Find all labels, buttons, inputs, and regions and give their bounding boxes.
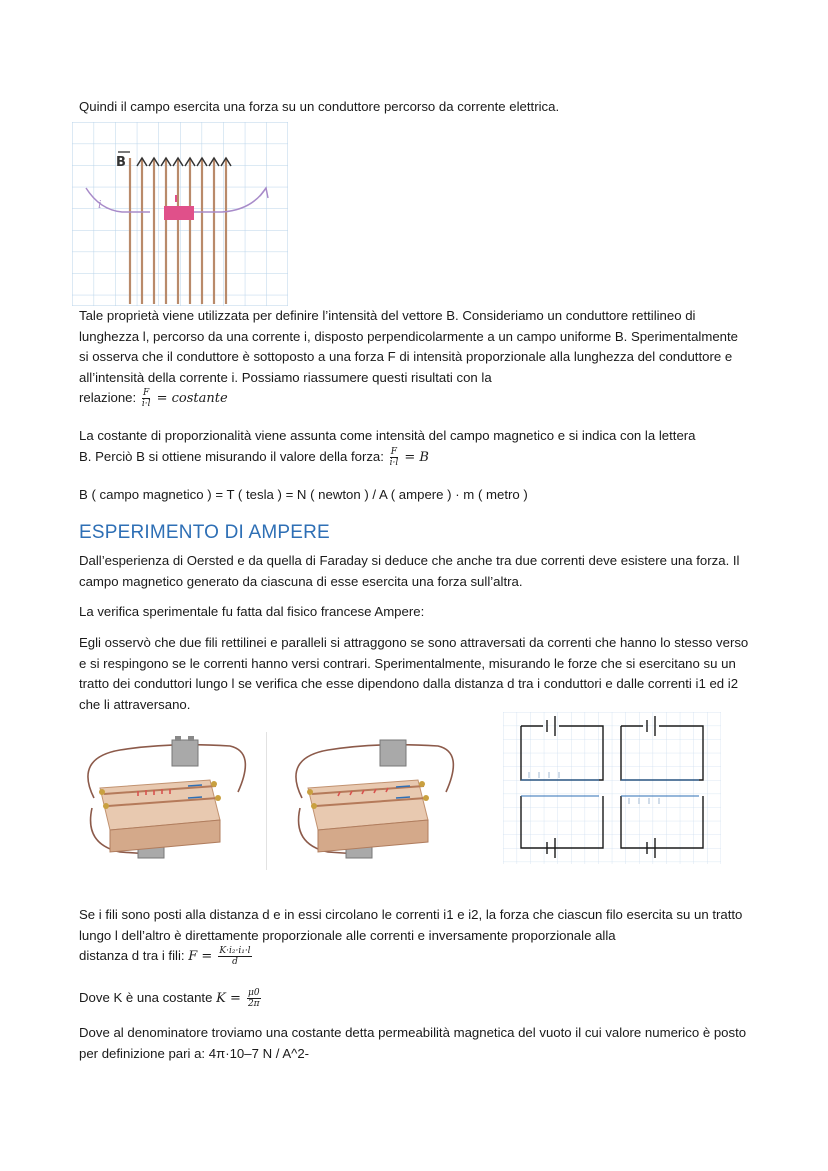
formula3-num: K·i₂·i₁·l (219, 946, 251, 956)
paragraph-definition-text: Tale proprietà viene utilizzata per definire l’intensità del vettore B. Consideriamo un conduttore rettilineo di lunghezza l, percorso da una corrente i, disposto perpendicolarmente a un campo uniforme B. Sperimentalmente si osserva che il conduttore è sottoposto a una forza F di intensità proporzionale alla lunghezza del conduttore e all’intensità della corrente i. Possiamo riassumere questi risultati con la (79, 308, 739, 385)
formula4-num: μ0 (248, 988, 260, 998)
paragraph-oersted: Dall’esperienza di Oersted e da quella di Faraday si deduce che anche tra due correnti deve esistere una forza. Il campo magnetico generato da ciascuna di esse esercita una forza sull’altra. (79, 553, 740, 589)
formula2-den: i·l (389, 457, 399, 468)
b-label: B (116, 155, 126, 170)
formula2-num: F (390, 446, 398, 457)
formula-b (388, 446, 429, 468)
formula-k (216, 988, 262, 1009)
formula1-num: F (143, 388, 150, 398)
formula1-rhs: = costante (156, 391, 228, 406)
paragraph-force-law (79, 905, 751, 968)
paragraph-verification: La verifica sperimentale fu fatta dal fisico francese Ampere: (79, 604, 425, 619)
formula-force (188, 946, 253, 967)
paragraph-proportionality (79, 426, 751, 468)
formula-constant (140, 388, 228, 409)
formula3-den: d (232, 957, 238, 967)
field-conductor-figure (72, 122, 288, 306)
formula4-lhs: K = (216, 991, 241, 1006)
relation-label: relazione: (79, 390, 137, 405)
constant-text: Dove K è una costante (79, 990, 213, 1005)
formula3-lhs: F = (188, 949, 213, 964)
apparatus-repel-figure (288, 736, 460, 868)
paragraph-permeability: Dove al denominatore troviamo una costante detta permeabilità magnetica del vuoto il cui valore numerico è posto per definizione pari a: 4π·10–7 N / A^2- (79, 1025, 747, 1061)
paragraph-proportionality-text: La costante di proporzionalità viene assunta come intensità del campo magnetico e si indica con la lettera (79, 428, 696, 443)
figure-divider (266, 732, 267, 870)
conductor-segment (164, 206, 194, 220)
distance-text: distanza d tra i fili: (79, 948, 185, 963)
paragraph-constant (79, 988, 751, 1010)
units-text: B ( campo magnetico ) = T ( tesla ) = N ( newton ) / A ( ampere ) · m ( metro ) (79, 487, 528, 502)
paragraph-definition (79, 306, 751, 410)
section-heading: ESPERIMENTO DI AMPERE (79, 522, 330, 543)
paragraph-observation: Egli osservò che due fili rettilinei e paralleli si attraggono se sono attraversati da correnti che hanno lo stesso verso e si respingono se le correnti hanno versi contrari. Sperimentalmente, misurando le forze che si esercitano su un tratto dei conduttori lungo l se verifica che esse dipendono dalla distanza d tra i conduttori e dalle correnti i1 ed i2 che li attraversano. (79, 635, 749, 712)
circuits-grid-figure (503, 712, 721, 864)
paragraph-force-law-text: Se i fili sono posti alla distanza d e in essi circolano le correnti i1 e i2, la forza che ciascun filo esercita su un tratto lungo l dell’altro è direttamente proporzionale alle correnti e inversamente proporzionale alla (79, 907, 743, 943)
formula1-den: i·l (141, 399, 151, 409)
apparatus-attract-figure (80, 736, 252, 868)
formula4-den: 2π (247, 999, 260, 1009)
formula2-rhs: = B (404, 449, 429, 465)
intro-text: Quindi il campo esercita una forza su un conduttore percorso da corrente elettrica. (79, 99, 560, 114)
force-measure-text: B. Perciò B si ottiene misurando il valore della forza: (79, 448, 384, 464)
i-label: i (98, 198, 102, 211)
